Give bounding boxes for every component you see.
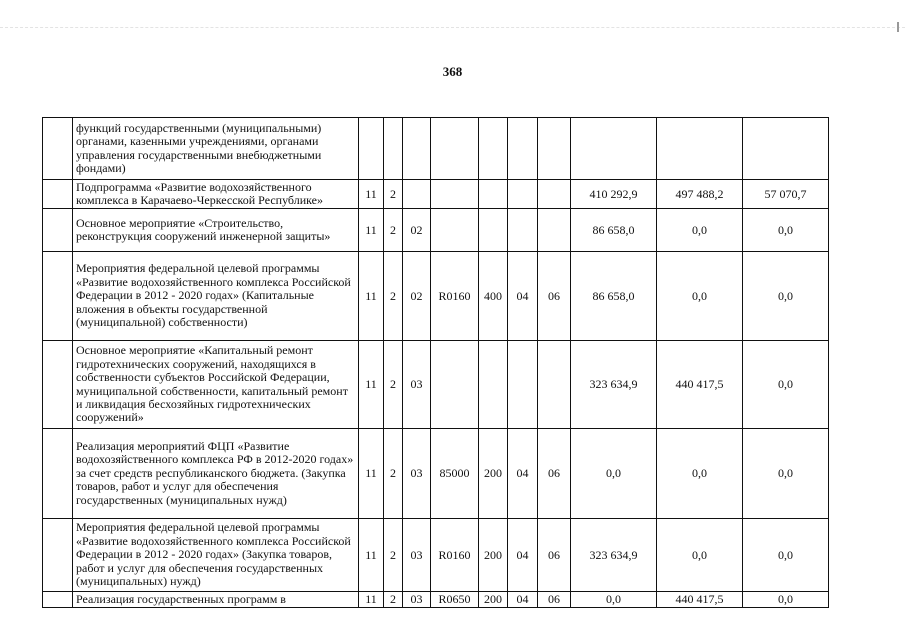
code-cell: 2 — [384, 209, 403, 252]
code-cell: 2 — [384, 429, 403, 519]
code-cell — [479, 180, 508, 209]
code-cell: 04 — [508, 592, 538, 608]
amount-cell: 440 417,5 — [657, 592, 743, 608]
row-number-cell — [43, 592, 73, 608]
code-cell — [431, 209, 479, 252]
code-cell: 2 — [384, 519, 403, 592]
code-cell — [538, 209, 571, 252]
table-row — [43, 180, 829, 209]
row-number-cell — [43, 341, 73, 429]
code-cell — [508, 209, 538, 252]
row-description: Подпрограмма «Развитие водохозяйственного комплекса в Карачаево-Черкесской Республике» — [73, 180, 359, 209]
code-cell — [359, 118, 384, 180]
amount-cell — [571, 118, 657, 180]
table-row — [43, 118, 829, 180]
amount-cell — [657, 118, 743, 180]
page-number: 368 — [442, 64, 463, 79]
code-cell: 11 — [359, 429, 384, 519]
amount-cell: 0,0 — [571, 429, 657, 519]
code-cell: 200 — [479, 519, 508, 592]
budget-table — [42, 117, 829, 608]
code-cell: R0650 — [431, 592, 479, 608]
amount-cell: 0,0 — [657, 429, 743, 519]
table-row — [43, 519, 829, 592]
amount-cell: 0,0 — [657, 209, 743, 252]
row-description: Реализация государственных программ в — [73, 592, 359, 608]
code-cell: 03 — [403, 592, 431, 608]
amount-cell: 0,0 — [743, 519, 829, 592]
code-cell: 02 — [403, 252, 431, 341]
code-cell: 03 — [403, 341, 431, 429]
code-cell: 04 — [508, 252, 538, 341]
amount-cell: 323 634,9 — [571, 341, 657, 429]
amount-cell: 0,0 — [657, 519, 743, 592]
amount-cell: 0,0 — [657, 252, 743, 341]
row-number-cell — [43, 429, 73, 519]
code-cell — [508, 180, 538, 209]
table-row — [43, 252, 829, 341]
code-cell: 200 — [479, 592, 508, 608]
code-cell: 03 — [403, 429, 431, 519]
code-cell: 06 — [538, 429, 571, 519]
amount-cell: 0,0 — [743, 209, 829, 252]
code-cell: 03 — [403, 519, 431, 592]
row-number-cell — [43, 209, 73, 252]
code-cell: 2 — [384, 252, 403, 341]
code-cell: 02 — [403, 209, 431, 252]
code-cell — [403, 180, 431, 209]
code-cell: 2 — [384, 180, 403, 209]
code-cell: 04 — [508, 429, 538, 519]
table-row — [43, 429, 829, 519]
amount-cell: 86 658,0 — [571, 252, 657, 341]
code-cell: 06 — [538, 252, 571, 341]
code-cell — [403, 118, 431, 180]
amount-cell: 410 292,9 — [571, 180, 657, 209]
code-cell: 200 — [479, 429, 508, 519]
code-cell — [508, 341, 538, 429]
code-cell: 06 — [538, 519, 571, 592]
code-cell — [479, 118, 508, 180]
code-cell: 11 — [359, 519, 384, 592]
amount-cell: 86 658,0 — [571, 209, 657, 252]
code-cell — [538, 180, 571, 209]
amount-cell: 0,0 — [743, 592, 829, 608]
code-cell: 06 — [538, 592, 571, 608]
scan-edge-mark — [897, 22, 899, 32]
amount-cell: 440 417,5 — [657, 341, 743, 429]
code-cell: 400 — [479, 252, 508, 341]
row-number-cell — [43, 118, 73, 180]
code-cell — [431, 341, 479, 429]
code-cell — [431, 180, 479, 209]
code-cell — [538, 118, 571, 180]
amount-cell — [743, 118, 829, 180]
scan-fold-line — [0, 27, 905, 29]
code-cell: 11 — [359, 209, 384, 252]
table-row — [43, 592, 829, 608]
row-description: Основное мероприятие «Строительство, реконструкция сооружений инженерной защиты» — [73, 209, 359, 252]
code-cell: 11 — [359, 341, 384, 429]
code-cell: 11 — [359, 252, 384, 341]
amount-cell: 0,0 — [571, 592, 657, 608]
code-cell: R0160 — [431, 252, 479, 341]
row-number-cell — [43, 252, 73, 341]
row-description: Мероприятия федеральной целевой программы «Развитие водохозяйственного комплекса Российской Федерации в 2012 - 2020 годах» (Закупка товаров, работ и услуг для обеспечения государственных (муниципальных) нужд) — [73, 519, 359, 592]
code-cell: 2 — [384, 341, 403, 429]
row-description: Мероприятия федеральной целевой программы «Развитие водохозяйственного комплекса Российской Федерации в 2012 - 2020 годах» (Капитальные вложения в объекты государственной (муниципальной) собственности) — [73, 252, 359, 341]
code-cell: 11 — [359, 592, 384, 608]
row-description: Основное мероприятие «Капитальный ремонт гидротехнических сооружений, находящихся в собственности субъектов Российской Федерации, муниципальной собственности, капитальный ремонт и ликвидация бесхозяйных гидротехнических сооружений» — [73, 341, 359, 429]
code-cell: 2 — [384, 592, 403, 608]
amount-cell: 323 634,9 — [571, 519, 657, 592]
code-cell — [431, 118, 479, 180]
row-description: функций государственными (муниципальными) органами, казенными учреждениями, органами управления государственными внебюджетными фондами) — [73, 118, 359, 180]
code-cell — [479, 209, 508, 252]
amount-cell: 57 070,7 — [743, 180, 829, 209]
amount-cell: 0,0 — [743, 341, 829, 429]
row-number-cell — [43, 519, 73, 592]
row-description: Реализация мероприятий ФЦП «Развитие водохозяйственного комплекса РФ в 2012-2020 годах» за счет средств республиканского бюджета. (Закупка товаров, работ и услуг для обеспечения государственных (муниципальных нужд) — [73, 429, 359, 519]
table-row — [43, 341, 829, 429]
code-cell: 11 — [359, 180, 384, 209]
code-cell — [538, 341, 571, 429]
code-cell: R0160 — [431, 519, 479, 592]
amount-cell: 0,0 — [743, 252, 829, 341]
code-cell — [479, 341, 508, 429]
amount-cell: 497 488,2 — [657, 180, 743, 209]
code-cell: 04 — [508, 519, 538, 592]
code-cell: 85000 — [431, 429, 479, 519]
amount-cell: 0,0 — [743, 429, 829, 519]
table-row — [43, 209, 829, 252]
row-number-cell — [43, 180, 73, 209]
code-cell — [384, 118, 403, 180]
code-cell — [508, 118, 538, 180]
